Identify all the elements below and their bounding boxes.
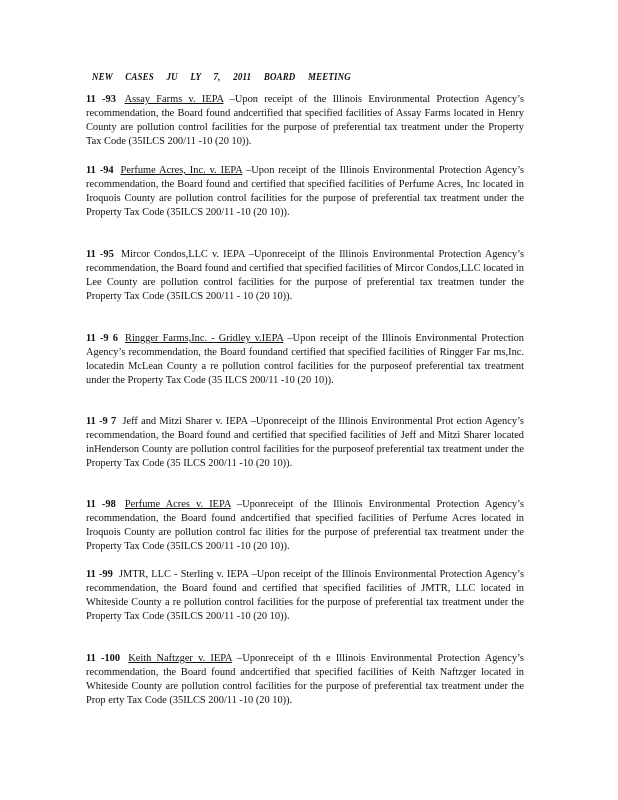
case-text: –Upon receipt of the Illinois Environmental Protection Agency’s recommendation, the Board foundand certified that specified facilities of Ringger Far ms,Inc. locatedin McLean County a re pollution control facilities for the purposeof preferential tax treatment under the Property Tax Code (35 ILCS 200/11 -10 (20 10)). — [86, 333, 524, 386]
case-number: 11 -95 — [86, 249, 114, 260]
case-text: Jeff and Mitzi Sharer v. IEPA –Uponreceipt of the Illinois Environmental Prot ection Agency’s recommendation, the Board found and certified that specified facilities of Jeff and Mitzi Sharer located inHenderson County are pollution control facilities for the purposeof preferential tax treatment under the Property Tax Code (35 ILCS 200/11 -10 (20 10)). — [86, 416, 524, 469]
case-text: Mircor Condos,LLC v. IEPA –Uponreceipt of the Illinois Environmental Protection Agency’s recommendation, the Board found and certified that specified facilities of Mircor Condos,LLC located in Lee County are pollution control facilities for the purpose of preferential tax treatmen tunder the Property Tax Code (35ILCS 200/11 - 10 (20 10)). — [86, 249, 524, 302]
case-entry — [86, 248, 524, 304]
case-number: 11 -93 — [86, 94, 116, 105]
case-entry — [86, 93, 524, 149]
case-text: –Uponreceipt of th e Illinois Environmental Protection Agency’s recommendation, the Board found andcertified that specified facilities of Keith Naftzger located in Whiteside County are pollution control facilities for the purpose of preferential tax treatment under the Prop erty Tax Code (35ILCS 200/11 -10 (20 10)). — [86, 653, 524, 706]
case-text: –Upon receipt of the Illinois Environmental Protection Agency’s recommendation, the Board found and certified that specified facilities of Perfume Acres, Inc located in Iroquois County are pollution control facilities for the purpose of preferential tax treatment under the Property Tax Code (35ILCS 200/11 -10 (20 10)). — [86, 165, 524, 218]
page-heading: NEW CASES JU LY 7, 2011 BOARD MEETING — [92, 72, 351, 83]
case-text: JMTR, LLC - Sterling v. IEPA –Upon receipt of the Illinois Environmental Protection Agency’s recommendation, the Board found and certified that specified facilities of JMTR, LLC located in Whiteside County a re pollution control facilities for the purpose of preferential tax treatment under the Property Tax Code (35ILCS 200/11 -10 (20 10)). — [86, 569, 524, 622]
case-entry — [86, 332, 524, 388]
case-party: Keith Naftzger v. IEPA — [128, 653, 232, 664]
case-entry — [86, 164, 524, 220]
case-party: Perfume Acres, Inc. v. IEPA — [120, 165, 243, 176]
case-party: Ringger Farms,Inc. - Gridley v.IEPA — [125, 333, 284, 344]
case-entry — [86, 568, 524, 624]
case-entry — [86, 652, 524, 708]
case-number: 11 -98 — [86, 499, 116, 510]
case-number: 11 -9 6 — [86, 333, 118, 344]
case-entry — [86, 415, 524, 471]
case-text: –Upon receipt of the Illinois Environmental Protection Agency’s recommendation, the Board found andcertified that specified facilities of Assay Farms located in Henry County are pollution control facilities for the purpose of preferential tax treatment under the Property Tax Code (35ILCS 200/11 -10 (20 10)). — [86, 94, 524, 147]
case-number: 11 -94 — [86, 165, 114, 176]
case-party: Perfume Acres v. IEPA — [124, 499, 231, 510]
case-text: –Uponreceipt of the Illinois Environmental Protection Agency’s recommendation, the Board found andcertified that specified facilities of Perfume Acres located in Iroquois County are pollution control fac ilities for the purpose of preferential tax treatment under the Property Tax Code (35ILCS 200/11 -10 (20 10)). — [86, 499, 524, 552]
case-party: Assay Farms v. IEPA — [124, 94, 224, 105]
case-number: 11 -9 7 — [86, 416, 117, 427]
case-entry — [86, 498, 524, 554]
case-number: 11 -100 — [86, 653, 121, 664]
case-number: 11 -99 — [86, 569, 113, 580]
